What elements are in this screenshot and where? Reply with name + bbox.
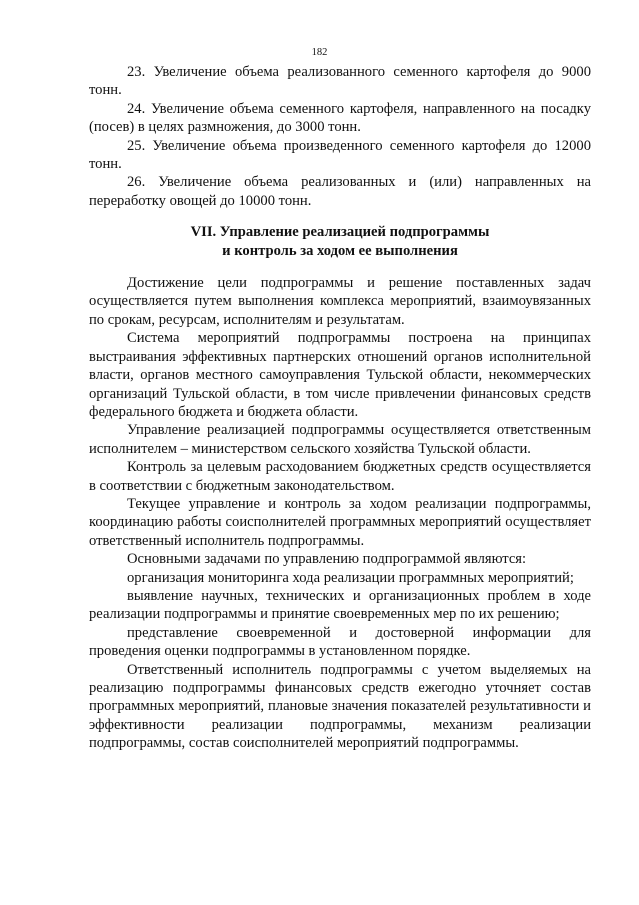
- list-item-26: 26. Увеличение объема реализованных и (или) направленных на переработку овощей до 10000 тонн.: [89, 174, 591, 209]
- document-body: [89, 63, 591, 753]
- paragraph-system: Система мероприятий подпрограммы построена на принципах выстраивания эффективных партнерских отношений органов исполнительной власти, органов местного самоуправления Тульской области, некоммерческих организаций Тульской области, в том числе привлечении финансовых средств федерального бюджета и бюджета области.: [89, 330, 591, 420]
- paragraph-current-management: Текущее управление и контроль за ходом реализации подпрограммы, координацию работы соисполнителей программных мероприятий осуществляет ответственный исполнитель подпрограммы.: [89, 495, 591, 549]
- paragraph-responsible-executor: Ответственный исполнитель подпрограммы с учетом выделяемых на реализацию подпрограммы финансовых средств ежегодно уточняет состав программных мероприятий, плановые значения показателей результативности и эффективности реализации подпрограммы, механизм реализации подпрограммы, состав соисполнителей мероприятий подпрограммы.: [89, 661, 591, 752]
- paragraph-control: Контроль за целевым расходованием бюджетных средств осуществляется в соответствии с бюджетным законодательством.: [89, 459, 591, 494]
- paragraph-goal: Достижение цели подпрограммы и решение поставленных задач осуществляется путем выполнения комплекса мероприятий, взаимоувязанных по срокам, ресурсам, исполнителям и результатам.: [89, 275, 591, 328]
- list-item-25: 25. Увеличение объема произведенного семенного картофеля до 12000 тонн.: [89, 137, 591, 173]
- paragraph-management: Управление реализацией подпрограммы осуществляется ответственным исполнителем – министерством сельского хозяйства Тульской области.: [89, 422, 591, 457]
- list-item-24: 24. Увеличение объема семенного картофеля, направленного на посадку (посев) в целях размножения, до 3000 тонн.: [89, 100, 591, 136]
- paragraph-task-problems: выявление научных, технических и организационных проблем в ходе реализации подпрограммы и принятие своевременных мер по их решению;: [89, 587, 591, 623]
- paragraph-task-monitoring: организация мониторинга хода реализации программных мероприятий;: [127, 569, 574, 586]
- section-heading-line-1: VII. Управление реализацией подпрограммы: [190, 224, 490, 241]
- page-number: 182: [311, 47, 328, 58]
- section-heading: [89, 223, 591, 260]
- paragraph-task-reporting: представление своевременной и достоверной информации для проведения оценки подпрограммы в установленном порядке.: [89, 624, 591, 660]
- section-heading-line-2: и контроль за ходом ее выполнения: [222, 242, 458, 259]
- list-item-23: 23. Увеличение объема реализованного семенного картофеля до 9000 тонн.: [89, 64, 591, 99]
- paragraph-main-tasks: Основными задачами по управлению подпрограммой являются:: [127, 551, 527, 568]
